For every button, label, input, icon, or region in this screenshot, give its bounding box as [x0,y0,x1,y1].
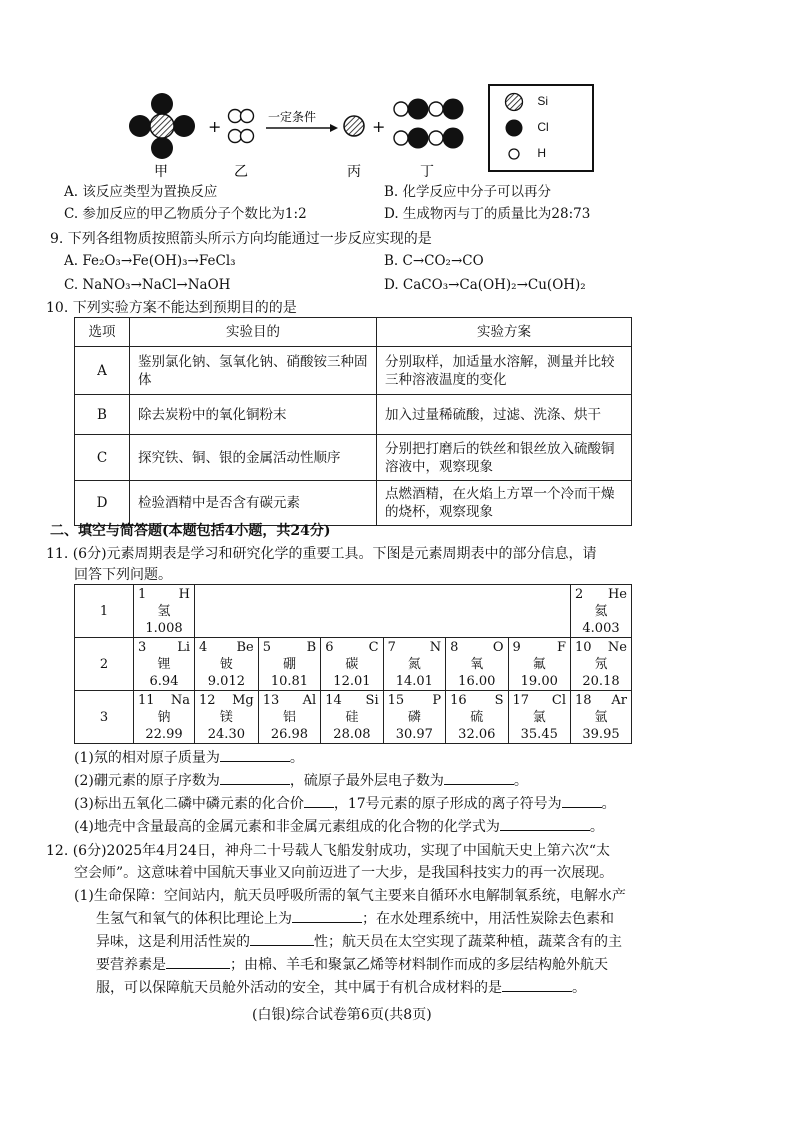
q11-sub4: (4)地壳中含量最高的金属元素和非金属元素组成的化合物的化学式为 。 [74,816,604,838]
element-cell: 7 N 氮 14.01 [383,638,445,691]
answer-blank[interactable] [500,816,590,831]
page-footer: (白银)综合试卷第6页(共8页) [252,1007,432,1023]
answer-blank[interactable] [502,977,572,992]
element-cell: 8 O 氧 16.00 [446,638,508,691]
q10-stem: 10. 下列实验方案不能达到预期目的的是 [46,300,297,316]
legend-si: Si [504,92,548,112]
q11-stem-2: 回答下列问题。 [74,567,172,583]
label-yi: 乙 [234,164,248,180]
period-label: 1 [75,585,134,638]
q11-sub1: (1)氖的相对原子质量为 。 [74,747,304,769]
q12-line-2: 空会师”。这意味着中国航天事业又向前迈进了一大步，是我国科技实力的再一次展现。 [74,865,614,881]
header-option: 选项 [75,318,130,347]
element-cell: 13 Al 铝 26.98 [258,691,320,744]
answer-blank[interactable] [562,793,602,808]
section-2-title: 二、填空与简答题(本题包括4小题，共24分) [50,523,331,539]
label-jia: 甲 [154,164,168,180]
element-cell: 17 Cl 氯 35.45 [508,691,571,744]
period-label: 2 [75,638,134,691]
element-cell: 2 He 氦 4.003 [571,585,632,638]
element-cell: 4 Be 铍 9.012 [195,638,259,691]
answer-blank[interactable] [220,747,290,762]
molecule-ding [394,99,464,149]
q11-stem-1: 11. (6分)元素周期表是学习和研究化学的重要工具。下图是元素周期表中的部分信息，请 [46,546,597,562]
element-cell: 14 Si 硅 28.08 [321,691,383,744]
q8-option-a: A. 该反应类型为置换反应 [64,184,218,200]
element-cell: 11 Na 钠 22.99 [134,691,195,744]
table-row: D 检验酒精中是否含有碳元素 点燃酒精，在火焰上方罩一个冷而干燥的烧杯，观察现象 [75,481,632,526]
element-cell: 12 Mg 镁 24.30 [195,691,259,744]
legend-h: H [504,144,546,164]
q11-sub3: (3)标出五氧化二磷中磷元素的化合价 ，17号元素的原子形成的离子符号为 。 [74,793,616,815]
q12-line-5: 异味，这是利用活性炭的 性；航天员在太空实现了蔬菜种植，蔬菜含有的主 [96,931,622,953]
white-circle-icon [509,149,519,159]
q8-option-b: B. 化学反应中分子可以再分 [384,184,552,200]
molecule-bing [344,116,364,136]
legend-cl: Cl [504,118,549,138]
plus-sign: + [372,117,386,136]
q8-option-d: D. 生成物丙与丁的质量比为28:73 [384,206,591,222]
q8-option-c: C. 参加反应的甲乙物质分子个数比为1:2 [64,206,307,222]
answer-blank[interactable] [444,770,514,785]
q10-table [74,317,632,526]
element-cell: 18 Ar 氩 39.95 [571,691,632,744]
header-plan: 实验方案 [377,318,632,347]
q9-option-d: D. CaCO₃→Ca(OH)₂→Cu(OH)₂ [384,277,586,293]
q9-stem: 9. 下列各组物质按照箭头所示方向均能通过一步反应实现的是 [50,231,432,247]
hatched-circle-icon [506,94,523,111]
arrow-condition: 一定条件 [268,110,317,124]
element-cell: 3 Li 锂 6.94 [134,638,195,691]
table-row: B 除去炭粉中的氧化铜粉末 加入过量稀硫酸，过滤、洗涤、烘干 [75,395,632,435]
q9-option-a: A. Fe₂O₃→Fe(OH)₃→FeCl₃ [64,253,236,269]
empty-gap [195,585,571,638]
answer-blank[interactable] [292,908,362,923]
label-ding: 丁 [420,164,434,180]
period-label: 3 [75,691,134,744]
table-row: C 探究铁、铜、银的金属活动性顺序 分别把打磨后的铁丝和银丝放入硫酸铜溶液中，观察现象 [75,435,632,481]
q12-line-3: (1)生命保障：空间站内，航天员呼吸所需的氧气主要来自循环水电解制氧系统，电解水产 [74,888,626,904]
element-cell: 6 C 碳 12.01 [321,638,383,691]
label-bing: 丙 [347,164,361,180]
molecule-jia [129,93,195,159]
element-cell: 9 F 氟 19.00 [508,638,571,691]
element-cell: 10 Ne 氖 20.18 [571,638,632,691]
answer-blank[interactable] [166,954,230,969]
q12-line-1: 12. (6分)2025年4月24日，神舟二十号载人飞船发射成功，实现了中国航天史上第六次“太 [46,843,611,859]
q9-option-c: C. NaNO₃→NaCl→NaOH [64,277,231,293]
periodic-table [74,584,632,744]
black-circle-icon [506,120,523,137]
atom-legend [488,84,594,172]
answer-blank[interactable] [220,770,290,785]
q12-line-4: 生氢气和氧气的体积比理论上为 ；在水处理系统中，用活性炭除去色素和 [96,908,614,930]
answer-blank[interactable] [250,931,314,946]
table-row: A 鉴别氯化钠、氢氧化钠、硝酸铵三种固体 分别取样，加适量水溶解，测量并比较三种溶液温度的变化 [75,347,632,395]
element-cell: 16 S 硫 32.06 [446,691,508,744]
element-cell: 5 B 硼 10.81 [258,638,320,691]
element-cell: 1 H 氢 1.008 [134,585,195,638]
molecule-yi [229,110,254,143]
q12-line-6: 要营养素是 ；由棉、羊毛和聚氯乙烯等材料制作而成的多层结构舱外航天 [96,954,608,976]
header-goal: 实验目的 [130,318,377,347]
plus-sign: + [208,117,222,136]
q9-option-b: B. C→CO₂→CO [384,253,484,269]
element-cell: 15 P 磷 30.97 [383,691,445,744]
q12-line-7: 服，可以保障航天员舱外活动的安全，其中属于有机合成材料的是 。 [96,977,586,999]
answer-blank[interactable] [304,793,334,808]
q11-sub2: (2)硼元素的原子序数为 ，硫原子最外层电子数为 。 [74,770,528,792]
